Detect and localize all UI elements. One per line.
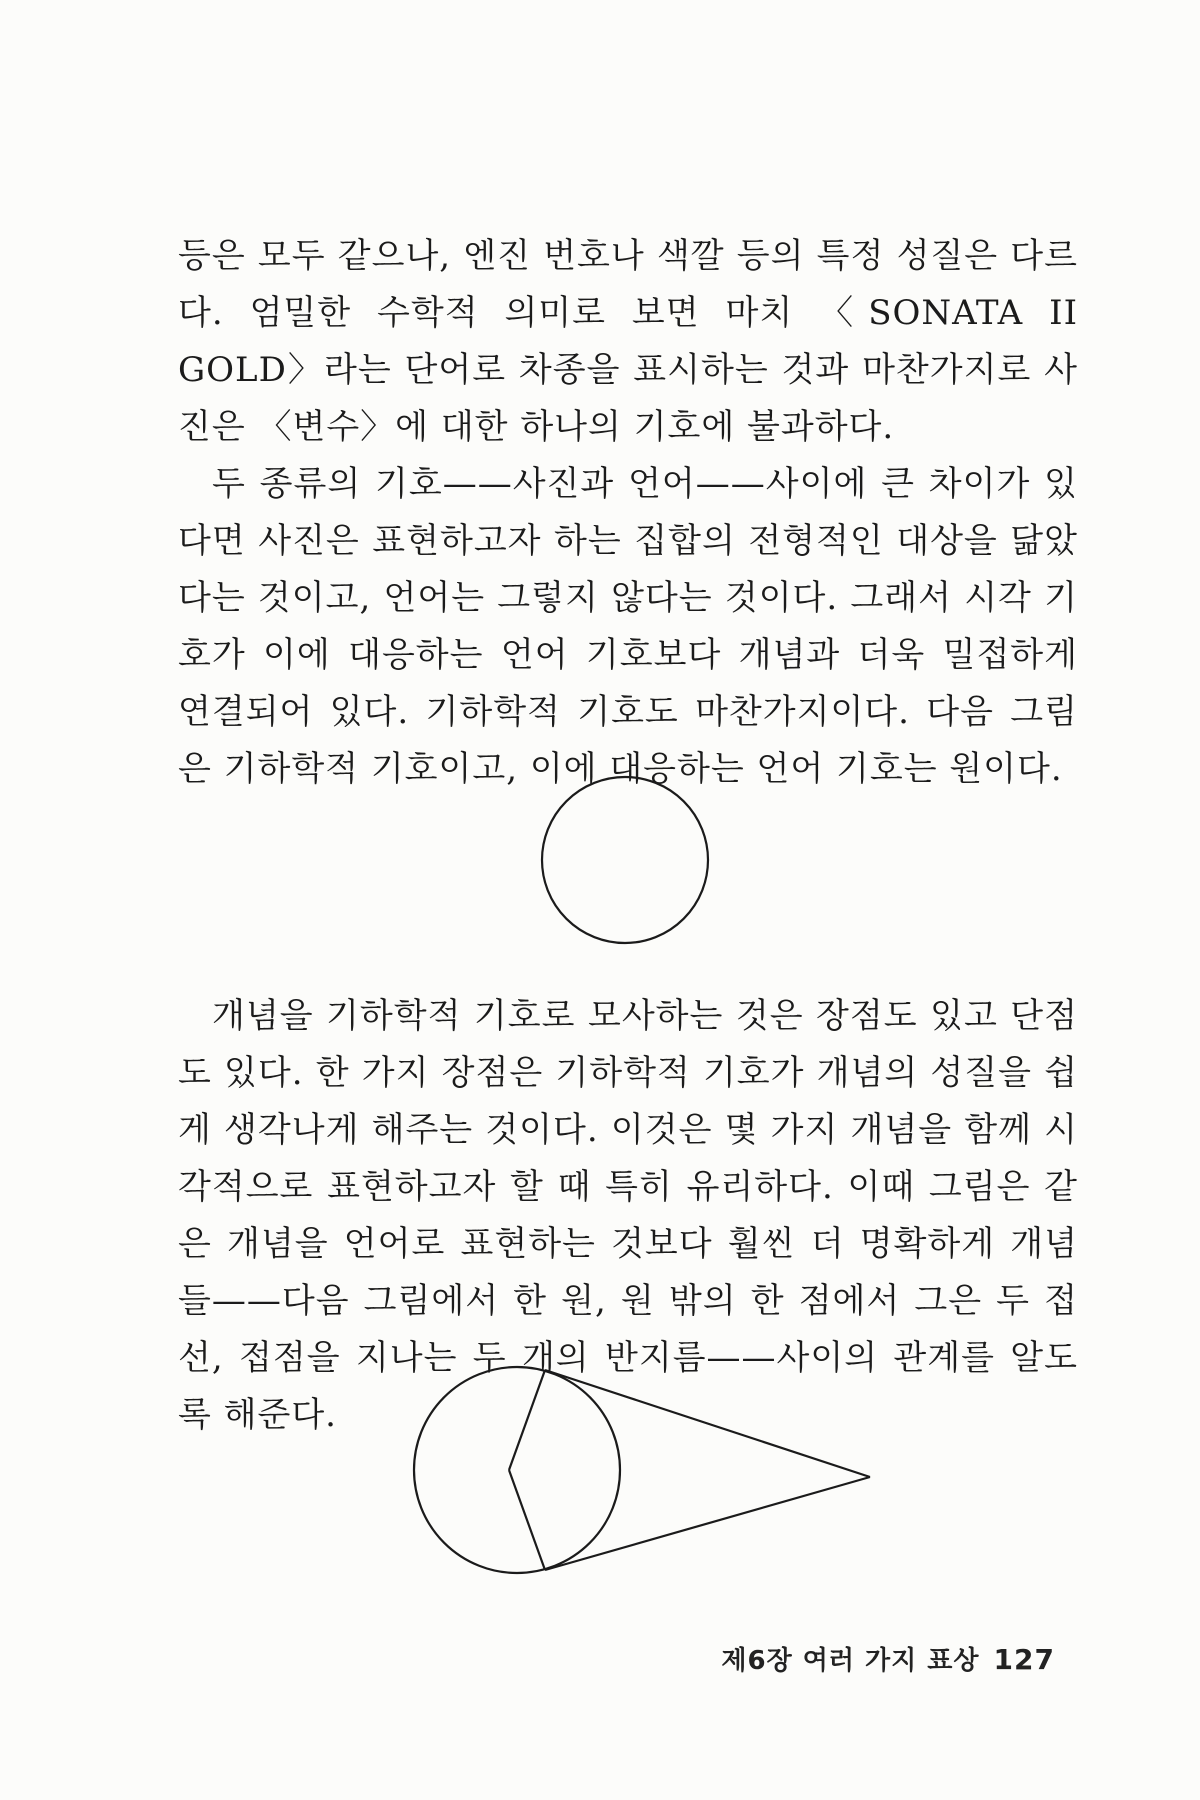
page-number: 127 — [993, 1643, 1055, 1676]
radius-lower — [509, 1470, 545, 1570]
paragraph-1: 등은 모두 같으나, 엔진 번호나 색깔 등의 특정 성질은 다르다. 엄밀한 수학적 의미로 보면 마치 〈SONATA II GOLD〉라는 단어로 차종을 표시하는 것과 마찬가지로 사진은 〈변수〉에 대한 하나의 기호에 불과하다. — [178, 236, 1078, 447]
paragraph-3: 개념을 기하학적 기호로 모사하는 것은 장점도 있고 단점도 있다. 한 가지 장점은 기하학적 기호가 개념의 성질을 쉽게 생각나게 해주는 것이다. 이것은 몇 가지 개념을 함께 시각적으로 표현하고자 할 때 특히 유리하다. 이때 그림은 같은 개념을 언어로 표현하는 것보다 훨씬 더 명확하게 개념들——다음 그림에서 한 원, 원 밖의 한 점에서 그은 두 접선, 접점을 지나는 두 개의 반지름——사이의 관계를 알도록 해준다. — [178, 996, 1078, 1435]
tangent-line-lower — [545, 1477, 870, 1570]
paragraph-2: 두 종류의 기호——사진과 언어——사이에 큰 차이가 있다면 사진은 표현하고자 하는 집합의 전형적인 대상을 닮았다는 것이고, 언어는 그렇지 않다는 것이다. 그래서 시각 기호가 이에 대응하는 언어 기호보다 개념과 더욱 밀접하게 연결되어 있다. 기하학적 기호도 마찬가지이다. 다음 그림은 기하학적 기호이고, 이에 대응하는 언어 기호는 원이다. — [178, 464, 1078, 789]
radius-upper — [509, 1370, 545, 1470]
chapter-title: 제6장 여러 가지 표상 — [721, 1646, 980, 1676]
tangent-line-upper — [545, 1370, 870, 1477]
tangent-figure — [410, 1355, 890, 1585]
running-footer — [700, 1640, 1055, 1677]
tangent-circle — [414, 1367, 620, 1573]
circle-shape — [542, 777, 708, 943]
text-block-top — [178, 228, 1078, 798]
circle-figure — [540, 775, 710, 945]
